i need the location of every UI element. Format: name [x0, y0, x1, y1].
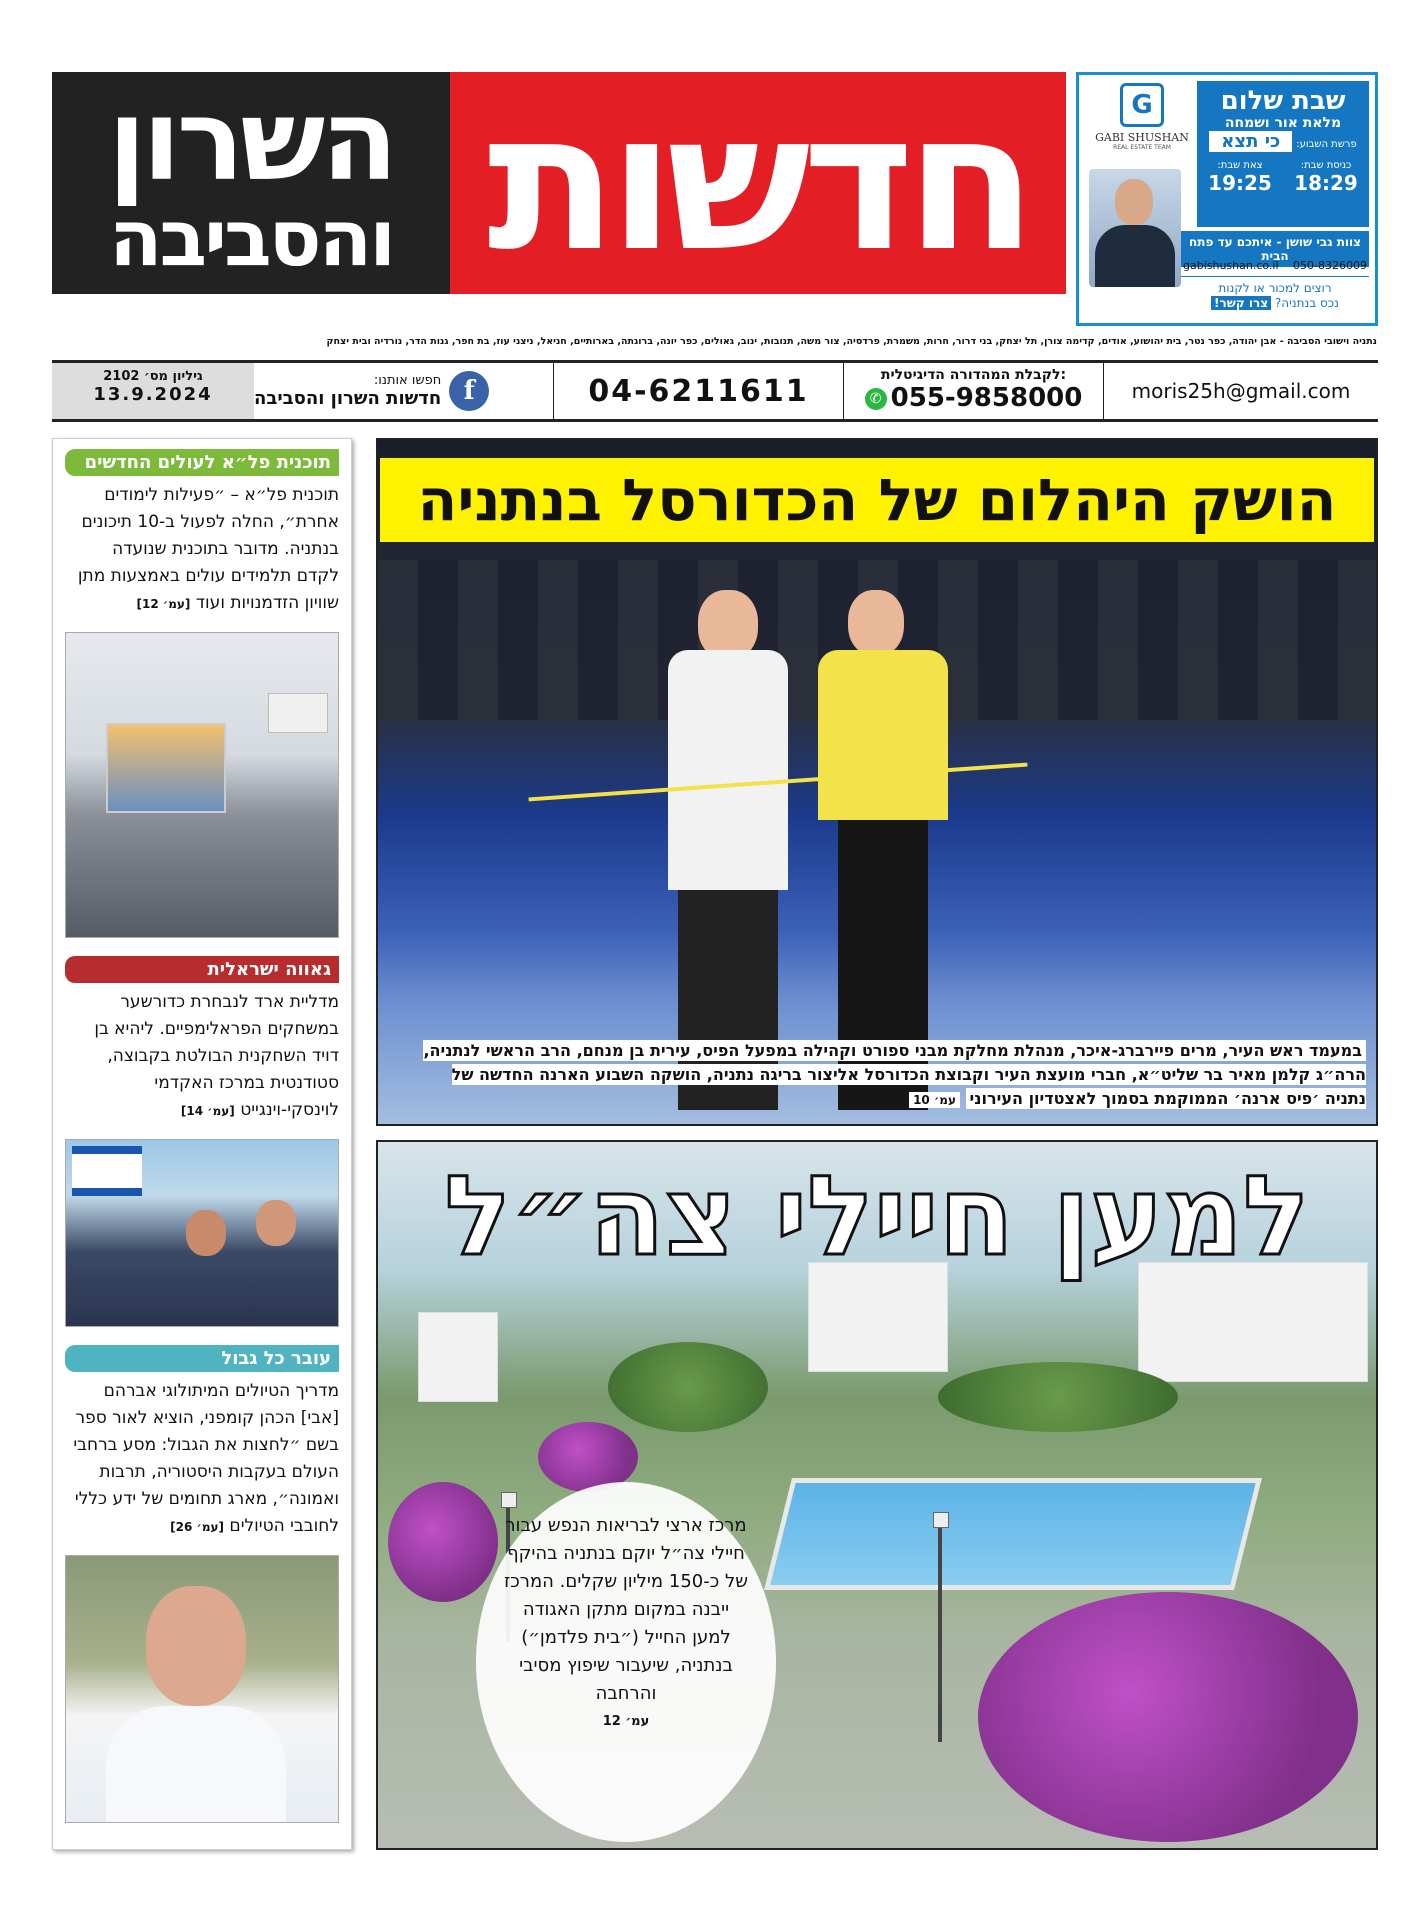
- sidebar-story-pala[interactable]: [65, 449, 339, 938]
- gabi-shushan-logo: [1087, 83, 1197, 151]
- parasha-name: כי תצא: [1209, 131, 1292, 152]
- masthead-main: חדשות: [487, 72, 1029, 293]
- ad-phone[interactable]: 050-8326009: [1293, 259, 1367, 272]
- shabbat-exit: צאת שבת: 19:25: [1208, 160, 1272, 195]
- shabbat-title: שבת שלום: [1220, 86, 1346, 116]
- digital-label: לקבלת המהדורה הדיגיטלית:: [880, 367, 1067, 383]
- story-arena[interactable]: [376, 438, 1378, 1126]
- sidebar-heading: עובר כל גבול: [65, 1345, 339, 1372]
- facebook-name[interactable]: חדשות השרון והסביבה: [254, 388, 442, 409]
- sidebar-text: מדליית ארד לנבחרת כדורשער במשחקים הפראלימפיים. ליהיא בן דויד השחקנית הבולטת בקבוצה, סטודנטית במרכז האקדמי לוינסקי-וינגייט: [94, 992, 339, 1120]
- ad-question: רוצים למכור או לקנות נכס בנתניה? צרו קשר!: [1181, 281, 1369, 311]
- sidebar-story-pride[interactable]: [65, 956, 339, 1327]
- soldiers-text-bubble: [476, 1482, 776, 1842]
- shabbat-subtitle: מלאת אור ושמחה: [1224, 115, 1342, 131]
- whatsapp-icon[interactable]: ✆: [865, 388, 887, 410]
- sidebar-text: מדריך הטיולים המיתולוגי אברהם [אבי] הכהן קומפני, הוציא לאור ספר בשם ״לחצות את הגבול: מסע ברחבי העולם בעקבות היסטוריה, תרבות ואמונה״, מארג תחומים של ידע כללי לחובבי הטיולים: [73, 1381, 339, 1536]
- masthead: [52, 72, 1066, 294]
- phone-number[interactable]: 04-6211611: [554, 363, 844, 419]
- masthead-line2: והסביבה: [108, 194, 394, 284]
- page-ref: עמ׳ 10: [909, 1092, 960, 1108]
- page-ref: [עמ׳ 26]: [170, 1520, 225, 1534]
- page-ref: [עמ׳ 12]: [136, 597, 191, 611]
- whatsapp-box[interactable]: [844, 363, 1104, 419]
- ad-contact[interactable]: [1181, 255, 1369, 277]
- facebook-box[interactable]: [254, 363, 554, 419]
- sidebar: [52, 438, 352, 1850]
- issue-number: גיליון מס׳ 2102: [103, 369, 203, 384]
- story-soldiers-center[interactable]: [376, 1140, 1378, 1850]
- tour-guide-photo: [65, 1555, 339, 1823]
- classroom-photo: [65, 632, 339, 938]
- shabbat-entry: כניסת שבת: 18:29: [1294, 160, 1358, 195]
- issue-date: 13.9.2024: [93, 384, 213, 405]
- arena-photo: [378, 440, 1376, 1124]
- ad-team-line: צוות גבי שושן - איתכם עד פתח הבית: [1181, 231, 1369, 267]
- parasha-label: פרשת השבוע:: [1296, 139, 1357, 150]
- page-ref: עמ׳ 12: [602, 1714, 650, 1729]
- brand-sub: REAL ESTATE TEAM: [1113, 144, 1171, 151]
- issue-box: [52, 363, 254, 419]
- soldiers-text: מרכז ארצי לבריאות הנפש עבור חיילי צה״ל יוקם בנתניה בהיקף של כ-150 מיליון שקלים. המרכז ייבנה במקום מתקן האגודה למען החייל (״בית פלדמן״) בנתניה, שיעבור שיפוץ מסיבי והרחבה: [504, 1515, 748, 1704]
- masthead-line1: השרון: [107, 76, 395, 206]
- arena-headline[interactable]: הושק היהלום של הכדורסל בנתניה: [380, 458, 1374, 542]
- sidebar-heading: גאווה ישראלית: [65, 956, 339, 983]
- agent-photo: [1089, 169, 1181, 287]
- ad-website[interactable]: gabishushan.co.il: [1183, 259, 1279, 272]
- masthead-logo-sharon: [52, 72, 450, 294]
- brand-name: GABI SHUSHAN: [1095, 131, 1189, 144]
- sidebar-heading: תוכנית פל״א לעולים החדשים: [65, 449, 339, 476]
- email-address[interactable]: moris25h@gmail.com: [1131, 379, 1351, 403]
- masthead-logo-news: [450, 72, 1066, 294]
- info-bar: [52, 360, 1378, 422]
- facebook-label: חפשו אותנו:: [373, 373, 442, 388]
- soldiers-headline[interactable]: למען חיילי צה״ל: [444, 1152, 1310, 1280]
- towns-list: נתניה וישובי הסביבה - אבן יהודה, כפר נטר, בית יהושוע, אודים, קדימה צורן, תל יצחק, בני דרור, חרות, משמרת, פרדסיה, צור משה, תנובות, ינוב, גאולים, כפר יונה, ברוגתה, בארותיים, חניאל, ניצני עוז, בת חפר, גנות הדר, נורדיה ובית יצחק: [326, 336, 1377, 347]
- real-estate-ad[interactable]: [1076, 72, 1378, 326]
- arena-caption: במעמד ראש העיר, מרים פיירברג-איכר, מנהלת מחלקת מבני ספורט וקהילה במפעל הפיס, עירית בן מנחם, הרב הראשי לנתניה, הרה״ג קלמן מאיר בר שליט״א, חברי מועצת העיר וקבוצת הכדורסל אליצור בריגה נתניה, הושקה השבוע הארנה החדשה של נתניה ׳פיס ארנה׳ הממוקמת בסמוך לאצטדיון העירוני עמ׳ 10: [423, 1041, 1366, 1108]
- page-ref: [עמ׳ 14]: [180, 1104, 235, 1118]
- paralympic-photo: [65, 1139, 339, 1327]
- shabbat-box: [1197, 81, 1369, 227]
- whatsapp-number[interactable]: 055-9858000: [890, 383, 1083, 413]
- facebook-icon[interactable]: f: [449, 371, 489, 411]
- sidebar-text: תוכנית פל״א – ״פעילות לימודים אחרת״, החלה לפעול ב-10 תיכונים בנתניה. מדובר בתוכנית שנועדה לקדם תלמידים עולים באמצעות מתן שוויון הזדמנויות ועוד: [77, 485, 339, 613]
- g-logo-icon: G: [1120, 83, 1164, 127]
- sidebar-story-border[interactable]: [65, 1345, 339, 1823]
